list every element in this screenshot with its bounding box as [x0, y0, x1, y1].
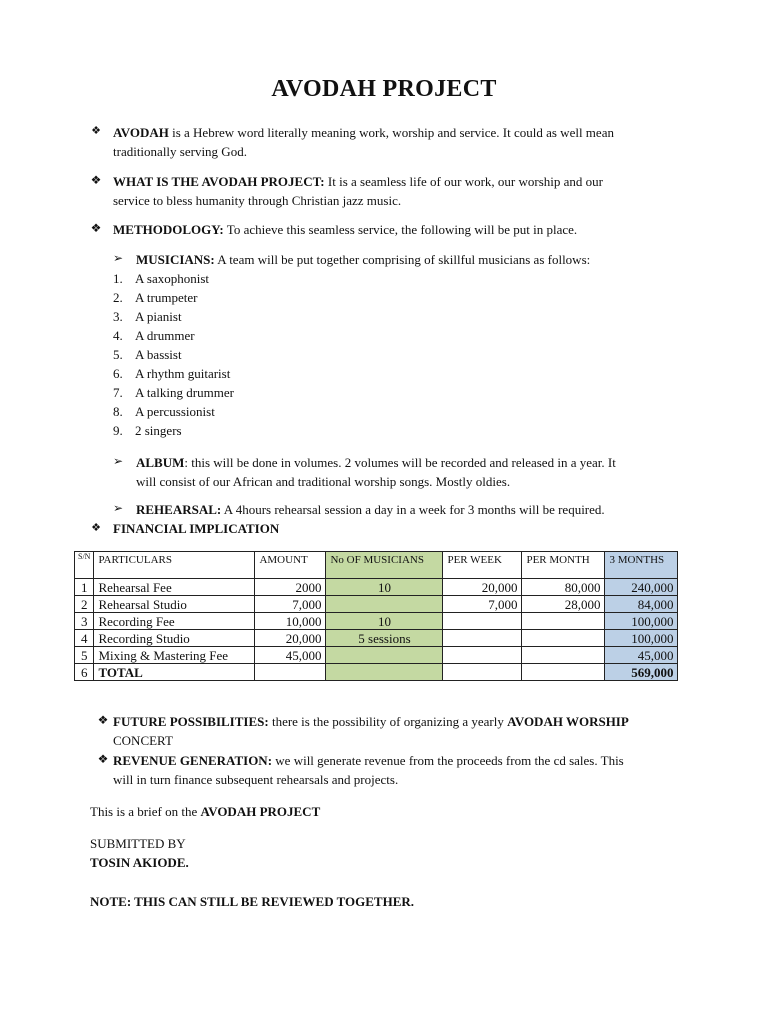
- list-item: 4. A drummer: [113, 328, 195, 343]
- header-per-week: PER WEEK: [443, 552, 522, 579]
- list-item: 9. 2 singers: [113, 423, 182, 438]
- table-row: 1 Rehearsal Fee 2000 10 20,000 80,000 240,000: [75, 579, 678, 596]
- diamond-bullet-icon: ❖: [90, 173, 102, 187]
- table-row: 5 Mixing & Mastering Fee 45,000 45,000: [75, 647, 678, 664]
- header-three-months: 3 MONTHS: [605, 552, 678, 579]
- financial-heading: FINANCIAL IMPLICATION: [113, 521, 280, 536]
- methodology-paragraph: METHODOLOGY: To achieve this seamless service, the following will be put in place.: [113, 222, 578, 237]
- arrow-bullet-icon: ➢: [112, 501, 124, 515]
- diamond-bullet-icon: ❖: [91, 522, 101, 534]
- diamond-bullet-icon: ❖: [97, 713, 109, 727]
- diamond-bullet-icon: ❖: [90, 221, 102, 235]
- list-item: 3. A pianist: [113, 309, 182, 324]
- diamond-bullet-icon: ❖: [97, 752, 109, 766]
- rehearsal-paragraph: REHEARSAL: A 4hours rehearsal session a day in a week for 3 months will be required.: [136, 502, 605, 517]
- what-is-paragraph: WHAT IS THE AVODAH PROJECT: It is a seamless life of our work, our worship and our service to bless humanity through Christian jazz music.: [113, 174, 603, 208]
- header-particulars: PARTICULARS: [94, 552, 255, 579]
- table-row-total: 6 TOTAL 569,000: [75, 664, 678, 681]
- diamond-bullet-icon: ❖: [91, 125, 101, 137]
- intro-paragraph: AVODAH is a Hebrew word literally meaning work, worship and service. It could as well mean traditionally serving God.: [113, 125, 614, 159]
- table-row: 3 Recording Fee 10,000 10 100,000: [75, 613, 678, 630]
- album-paragraph: ALBUM: this will be done in volumes. 2 volumes will be recorded and released in a year. It will consist of our African and traditional worship songs. Mostly oldies.: [136, 455, 616, 489]
- submitted-by: SUBMITTED BY: [90, 836, 186, 851]
- list-item: 7. A talking drummer: [113, 385, 234, 400]
- list-item: 6. A rhythm guitarist: [113, 366, 231, 381]
- review-note: NOTE: THIS CAN STILL BE REVIEWED TOGETHER.: [90, 894, 415, 909]
- table-header-row: [75, 552, 678, 579]
- table-row: 2 Rehearsal Studio 7,000 7,000 28,000 84,000: [75, 596, 678, 613]
- future-paragraph: FUTURE POSSIBILITIES: there is the possibility of organizing a yearly AVODAH WORSHIP CONCERT: [113, 714, 629, 748]
- financial-table: [74, 551, 678, 681]
- brief-line: This is a brief on the AVODAH PROJECT: [90, 804, 321, 819]
- header-sn: S/N: [75, 552, 94, 579]
- musicians-paragraph: MUSICIANS: A team will be put together comprising of skillful musicians as follows:: [136, 252, 591, 267]
- revenue-paragraph: REVENUE GENERATION: we will generate revenue from the proceeds from the cd sales. This will in turn finance subsequent rehearsals and projects.: [113, 753, 624, 787]
- list-item: 2. A trumpeter: [113, 290, 198, 305]
- list-item: 1. A saxophonist: [113, 271, 210, 286]
- header-musicians: No OF MUSICIANS: [326, 552, 443, 579]
- arrow-bullet-icon: ➢: [112, 454, 124, 468]
- header-amount: AMOUNT: [255, 552, 326, 579]
- musicians-list: [113, 269, 234, 440]
- intro-lead: AVODAH: [113, 125, 169, 140]
- page-title: AVODAH PROJECT: [271, 76, 497, 102]
- header-per-month: PER MONTH: [522, 552, 605, 579]
- arrow-bullet-icon: ➢: [112, 251, 124, 265]
- list-item: 8. A percussionist: [113, 404, 215, 419]
- author-name: TOSIN AKIODE.: [90, 855, 189, 870]
- list-item: 5. A bassist: [113, 347, 182, 362]
- table-row: 4 Recording Studio 20,000 5 sessions 100,000: [75, 630, 678, 647]
